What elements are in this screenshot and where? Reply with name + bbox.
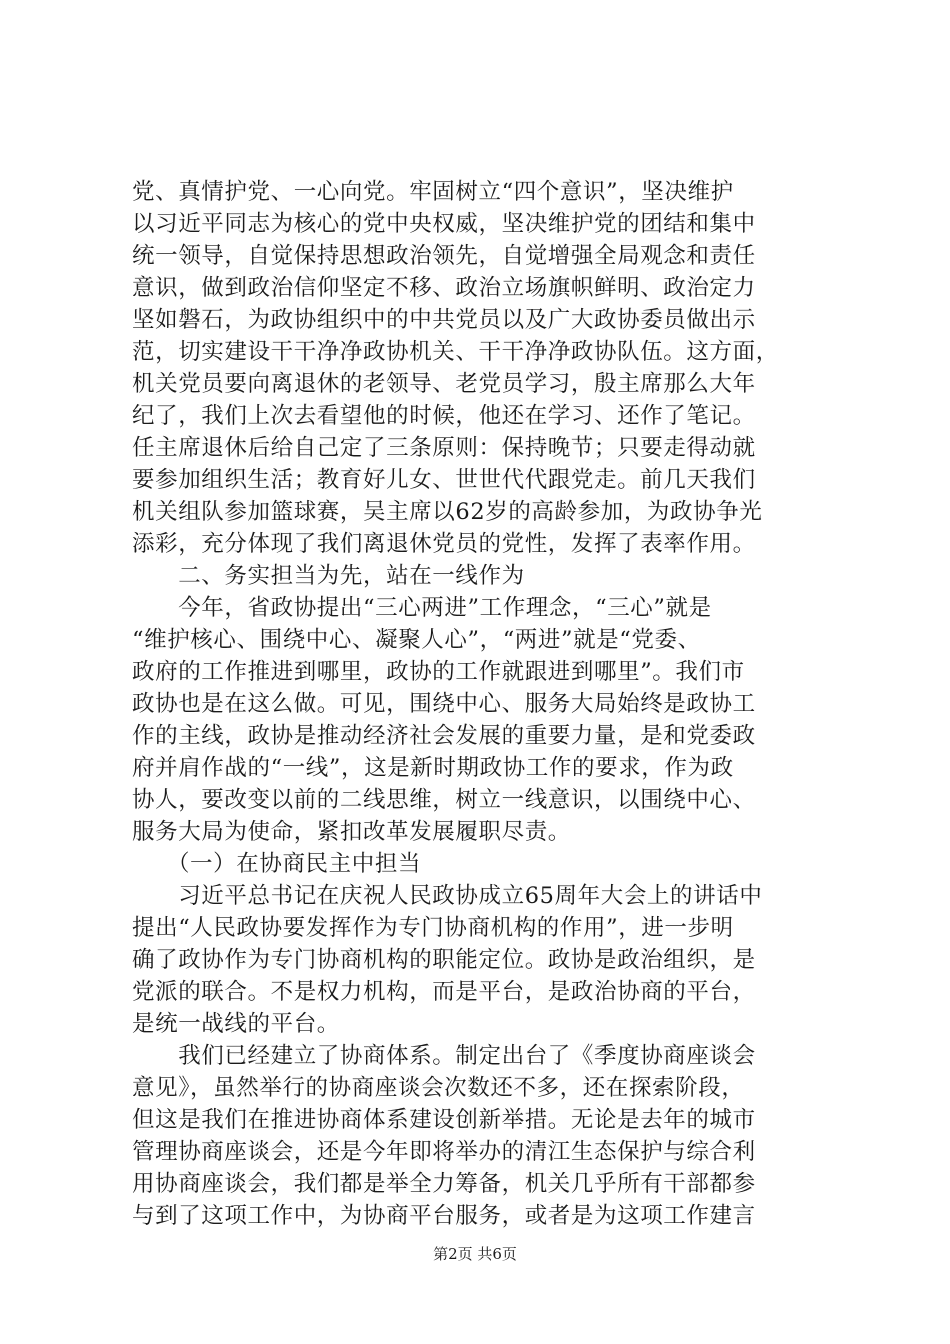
- text-line: 范，切实建设干干净净政协机关、干干净净政协队伍。这方面，: [132, 339, 779, 365]
- text-line: “维护核心、围绕中心、凝聚人心”，“两进”就是“党委、: [132, 627, 701, 653]
- text-line: 提出“人民政协要发挥作为专门协商机构的作用”，进一步明: [132, 915, 734, 941]
- text-line: 纪了，我们上次去看望他的时候，他还在学习、还作了笔记。: [132, 403, 756, 429]
- text-line: 政协也是在这么做。可见，围绕中心、服务大局始终是政协工: [132, 691, 756, 717]
- text-line: 机关组队参加篮球赛，吴主席以62岁的高龄参加，为政协争光: [132, 499, 763, 525]
- text-line: 要参加组织生活；教育好儿女、世世代代跟党走。前几天我们: [132, 467, 756, 493]
- body-text: [132, 176, 832, 1232]
- page-number-footer: 第2页 共6页: [433, 1245, 517, 1263]
- text-line: 意见》，虽然举行的协商座谈会次数还不多，还在探索阶段，: [132, 1075, 745, 1101]
- text-line: 意识，做到政治信仰坚定不移、政治立场旗帜鲜明、政治定力: [132, 275, 756, 301]
- text-line: 服务大局为使命，紧扣改革发展履职尽责。: [132, 819, 571, 845]
- text-line: 协人，要改变以前的二线思维，树立一线意识，以围绕中心、: [132, 787, 756, 813]
- text-line: 是统一战线的平台。: [132, 1011, 340, 1037]
- text-line: 府并肩作战的“一线”，这是新时期政协工作的要求，作为政: [132, 755, 734, 781]
- text-line: 我们已经建立了协商体系。制定出台了《季度协商座谈会: [132, 1043, 756, 1069]
- text-line: 任主席退休后给自己定了三条原则：保持晚节；只要走得动就: [132, 435, 756, 461]
- text-line: 坚如磐石，为政协组织中的中共党员以及广大政协委员做出示: [132, 307, 756, 333]
- text-line: 添彩，充分体现了我们离退休党员的党性，发挥了表率作用。: [132, 531, 756, 557]
- text-line: 以习近平同志为核心的党中央权威，坚决维护党的团结和集中: [132, 211, 756, 237]
- text-line: 习近平总书记在庆祝人民政协成立65周年大会上的讲话中: [132, 883, 763, 909]
- section-heading: 二、务实担当为先，站在一线作为: [132, 563, 525, 589]
- text-line: 确了政协作为专门协商机构的职能定位。政协是政治组织，是: [132, 947, 756, 973]
- text-line: 管理协商座谈会，还是今年即将举办的清江生态保护与综合利: [132, 1139, 756, 1165]
- text-line: 用协商座谈会，我们都是举全力筹备，机关几乎所有干部都参: [132, 1171, 756, 1197]
- text-line: 机关党员要向离退休的老领导、老党员学习，殷主席那么大年: [132, 371, 756, 397]
- text-line: 但这是我们在推进协商体系建设创新举措。无论是去年的城市: [132, 1107, 756, 1133]
- text-line: 政府的工作推进到哪里，政协的工作就跟进到哪里”。我们市: [132, 659, 745, 685]
- text-line: 今年，省政协提出“三心两进”工作理念，“三心”就是: [132, 595, 712, 621]
- text-line: 党、真情护党、一心向党。牢固树立“四个意识”，坚决维护: [132, 179, 734, 205]
- text-line: 与到了这项工作中，为协商平台服务，或者是为这项工作建言: [132, 1203, 756, 1229]
- text-line: 统一领导，自觉保持思想政治领先，自觉增强全局观念和责任: [132, 243, 756, 269]
- text-line: 作的主线，政协是推动经济社会发展的重要力量，是和党委政: [132, 723, 756, 749]
- subsection-heading: （一）在协商民主中担当: [132, 851, 422, 877]
- text-line: 党派的联合。不是权力机构，而是平台，是政治协商的平台，: [132, 979, 756, 1005]
